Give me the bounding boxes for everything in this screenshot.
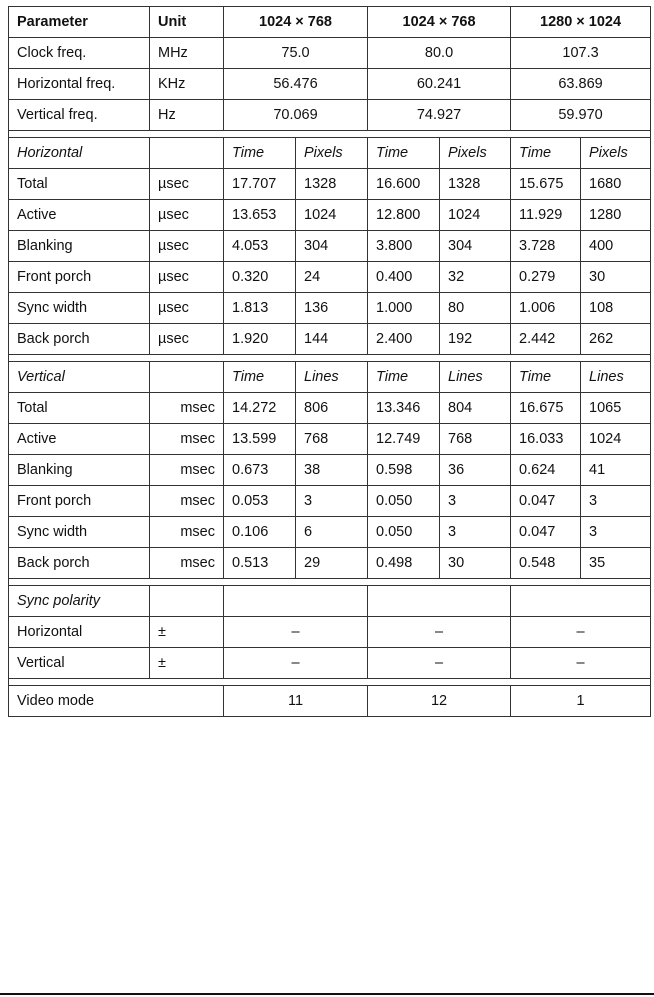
row-label: Video mode [9, 686, 224, 717]
row-label: Horizontal [9, 617, 150, 648]
section-spacer [9, 679, 651, 686]
cell: 11 [224, 686, 368, 717]
cell: 1280 [581, 200, 651, 231]
section-spacer [9, 355, 651, 362]
row-label: Sync width [9, 293, 150, 324]
column-subheader: Time [368, 362, 440, 393]
cell: 11.929 [511, 200, 581, 231]
cell: 56.476 [224, 69, 368, 100]
row-label: Active [9, 424, 150, 455]
cell: 0.400 [368, 262, 440, 293]
section-title: Vertical [9, 362, 150, 393]
cell: 262 [581, 324, 651, 355]
cell: – [511, 648, 651, 679]
row-label: Vertical [9, 648, 150, 679]
cell: 4.053 [224, 231, 296, 262]
cell: 304 [440, 231, 511, 262]
cell: 1680 [581, 169, 651, 200]
row-unit: MHz [150, 38, 224, 69]
cell: 14.272 [224, 393, 296, 424]
cell: 400 [581, 231, 651, 262]
cell: 1.813 [224, 293, 296, 324]
empty-cell [150, 138, 224, 169]
table-row [9, 293, 651, 324]
cell: 0.548 [511, 548, 581, 579]
cell: 13.346 [368, 393, 440, 424]
table-row [9, 200, 651, 231]
table-row [9, 69, 651, 100]
mode-header: 1280 × 1024 [511, 7, 651, 38]
cell: 0.050 [368, 486, 440, 517]
cell: 0.320 [224, 262, 296, 293]
cell: 0.673 [224, 455, 296, 486]
row-label: Back porch [9, 548, 150, 579]
cell: 3 [296, 486, 368, 517]
cell: 12.749 [368, 424, 440, 455]
table-row [9, 617, 651, 648]
cell: 16.675 [511, 393, 581, 424]
table-row [9, 424, 651, 455]
cell: 70.069 [224, 100, 368, 131]
cell: 41 [581, 455, 651, 486]
cell: 16.033 [511, 424, 581, 455]
table-row [9, 648, 651, 679]
cell: 13.653 [224, 200, 296, 231]
table-row [9, 455, 651, 486]
cell: 1024 [581, 424, 651, 455]
mode-header: 1024 × 768 [368, 7, 511, 38]
column-subheader: Time [368, 138, 440, 169]
cell: 35 [581, 548, 651, 579]
row-unit: msec [150, 455, 224, 486]
cell: 2.442 [511, 324, 581, 355]
column-subheader: Time [224, 138, 296, 169]
cell: 3 [581, 517, 651, 548]
table-row [9, 38, 651, 69]
row-unit: Hz [150, 100, 224, 131]
section-title-row [9, 586, 651, 617]
cell: 108 [581, 293, 651, 324]
row-unit: msec [150, 517, 224, 548]
table-row [9, 517, 651, 548]
row-label: Blanking [9, 455, 150, 486]
cell: 0.106 [224, 517, 296, 548]
cell: 3 [440, 517, 511, 548]
cell: 16.600 [368, 169, 440, 200]
cell: – [511, 617, 651, 648]
row-unit: KHz [150, 69, 224, 100]
column-subheader: Pixels [440, 138, 511, 169]
cell: 63.869 [511, 69, 651, 100]
cell: 0.047 [511, 517, 581, 548]
cell: 36 [440, 455, 511, 486]
cell: 107.3 [511, 38, 651, 69]
timing-table [8, 6, 651, 717]
column-subheader: Lines [296, 362, 368, 393]
cell: 38 [296, 455, 368, 486]
section-spacer [9, 131, 651, 138]
video-mode-row [9, 686, 651, 717]
cell: 1328 [440, 169, 511, 200]
row-unit: msec [150, 548, 224, 579]
table-row [9, 324, 651, 355]
cell: 806 [296, 393, 368, 424]
cell: 1065 [581, 393, 651, 424]
sync-polarity-section [9, 586, 651, 717]
cell: 30 [440, 548, 511, 579]
section-title-row [9, 138, 651, 169]
cell: 136 [296, 293, 368, 324]
cell: 304 [296, 231, 368, 262]
cell: 0.279 [511, 262, 581, 293]
section-title: Sync polarity [9, 586, 150, 617]
row-label: Vertical freq. [9, 100, 150, 131]
row-unit: µsec [150, 293, 224, 324]
row-unit: msec [150, 424, 224, 455]
cell: 0.047 [511, 486, 581, 517]
column-subheader: Pixels [296, 138, 368, 169]
row-label: Sync width [9, 517, 150, 548]
row-label: Total [9, 393, 150, 424]
cell: 0.624 [511, 455, 581, 486]
header-row [9, 7, 651, 38]
unit-header: Unit [150, 7, 224, 38]
cell: 13.599 [224, 424, 296, 455]
row-unit: msec [150, 393, 224, 424]
cell: 2.400 [368, 324, 440, 355]
column-subheader: Lines [581, 362, 651, 393]
cell: 3.800 [368, 231, 440, 262]
cell: 3.728 [511, 231, 581, 262]
row-unit: µsec [150, 169, 224, 200]
cell: 768 [296, 424, 368, 455]
cell: 60.241 [368, 69, 511, 100]
row-unit: µsec [150, 262, 224, 293]
row-label: Horizontal freq. [9, 69, 150, 100]
row-label: Front porch [9, 262, 150, 293]
section-title: Horizontal [9, 138, 150, 169]
table-row [9, 393, 651, 424]
table-row [9, 486, 651, 517]
cell: – [368, 617, 511, 648]
cell: – [224, 617, 368, 648]
cell: 59.970 [511, 100, 651, 131]
row-unit: ± [150, 617, 224, 648]
cell: 80 [440, 293, 511, 324]
table-row [9, 169, 651, 200]
vertical-section [9, 362, 651, 579]
cell: 1024 [440, 200, 511, 231]
cell: 1.920 [224, 324, 296, 355]
cell: 32 [440, 262, 511, 293]
cell: 15.675 [511, 169, 581, 200]
column-subheader: Time [224, 362, 296, 393]
row-unit: µsec [150, 231, 224, 262]
cell: 0.513 [224, 548, 296, 579]
cell: 192 [440, 324, 511, 355]
row-unit: µsec [150, 324, 224, 355]
cell: 0.050 [368, 517, 440, 548]
row-label: Active [9, 200, 150, 231]
row-label: Blanking [9, 231, 150, 262]
row-unit: µsec [150, 200, 224, 231]
mode-header: 1024 × 768 [224, 7, 368, 38]
horizontal-section [9, 138, 651, 355]
row-label: Total [9, 169, 150, 200]
cell: 1.000 [368, 293, 440, 324]
section-title-row [9, 362, 651, 393]
empty-cell [150, 362, 224, 393]
cell: 12.800 [368, 200, 440, 231]
cell: 768 [440, 424, 511, 455]
table-row [9, 231, 651, 262]
row-unit: ± [150, 648, 224, 679]
cell: 75.0 [224, 38, 368, 69]
cell: – [368, 648, 511, 679]
cell: 0.598 [368, 455, 440, 486]
row-label: Front porch [9, 486, 150, 517]
cell: 144 [296, 324, 368, 355]
cell: 17.707 [224, 169, 296, 200]
column-subheader: Time [511, 138, 581, 169]
cell: 3 [581, 486, 651, 517]
cell: 6 [296, 517, 368, 548]
parameter-header: Parameter [9, 7, 150, 38]
cell: 80.0 [368, 38, 511, 69]
page-rule [0, 993, 654, 995]
row-unit: msec [150, 486, 224, 517]
row-label: Clock freq. [9, 38, 150, 69]
cell: 0.498 [368, 548, 440, 579]
section-spacer [9, 579, 651, 586]
cell: 30 [581, 262, 651, 293]
cell: 3 [440, 486, 511, 517]
column-subheader: Lines [440, 362, 511, 393]
cell: – [224, 648, 368, 679]
column-subheader: Time [511, 362, 581, 393]
cell: 12 [368, 686, 511, 717]
table-row [9, 100, 651, 131]
row-label: Back porch [9, 324, 150, 355]
cell: 74.927 [368, 100, 511, 131]
cell: 24 [296, 262, 368, 293]
cell: 1024 [296, 200, 368, 231]
cell: 0.053 [224, 486, 296, 517]
cell: 1328 [296, 169, 368, 200]
table-row [9, 262, 651, 293]
cell: 29 [296, 548, 368, 579]
table-row [9, 548, 651, 579]
column-subheader: Pixels [581, 138, 651, 169]
cell: 1 [511, 686, 651, 717]
cell: 804 [440, 393, 511, 424]
cell: 1.006 [511, 293, 581, 324]
